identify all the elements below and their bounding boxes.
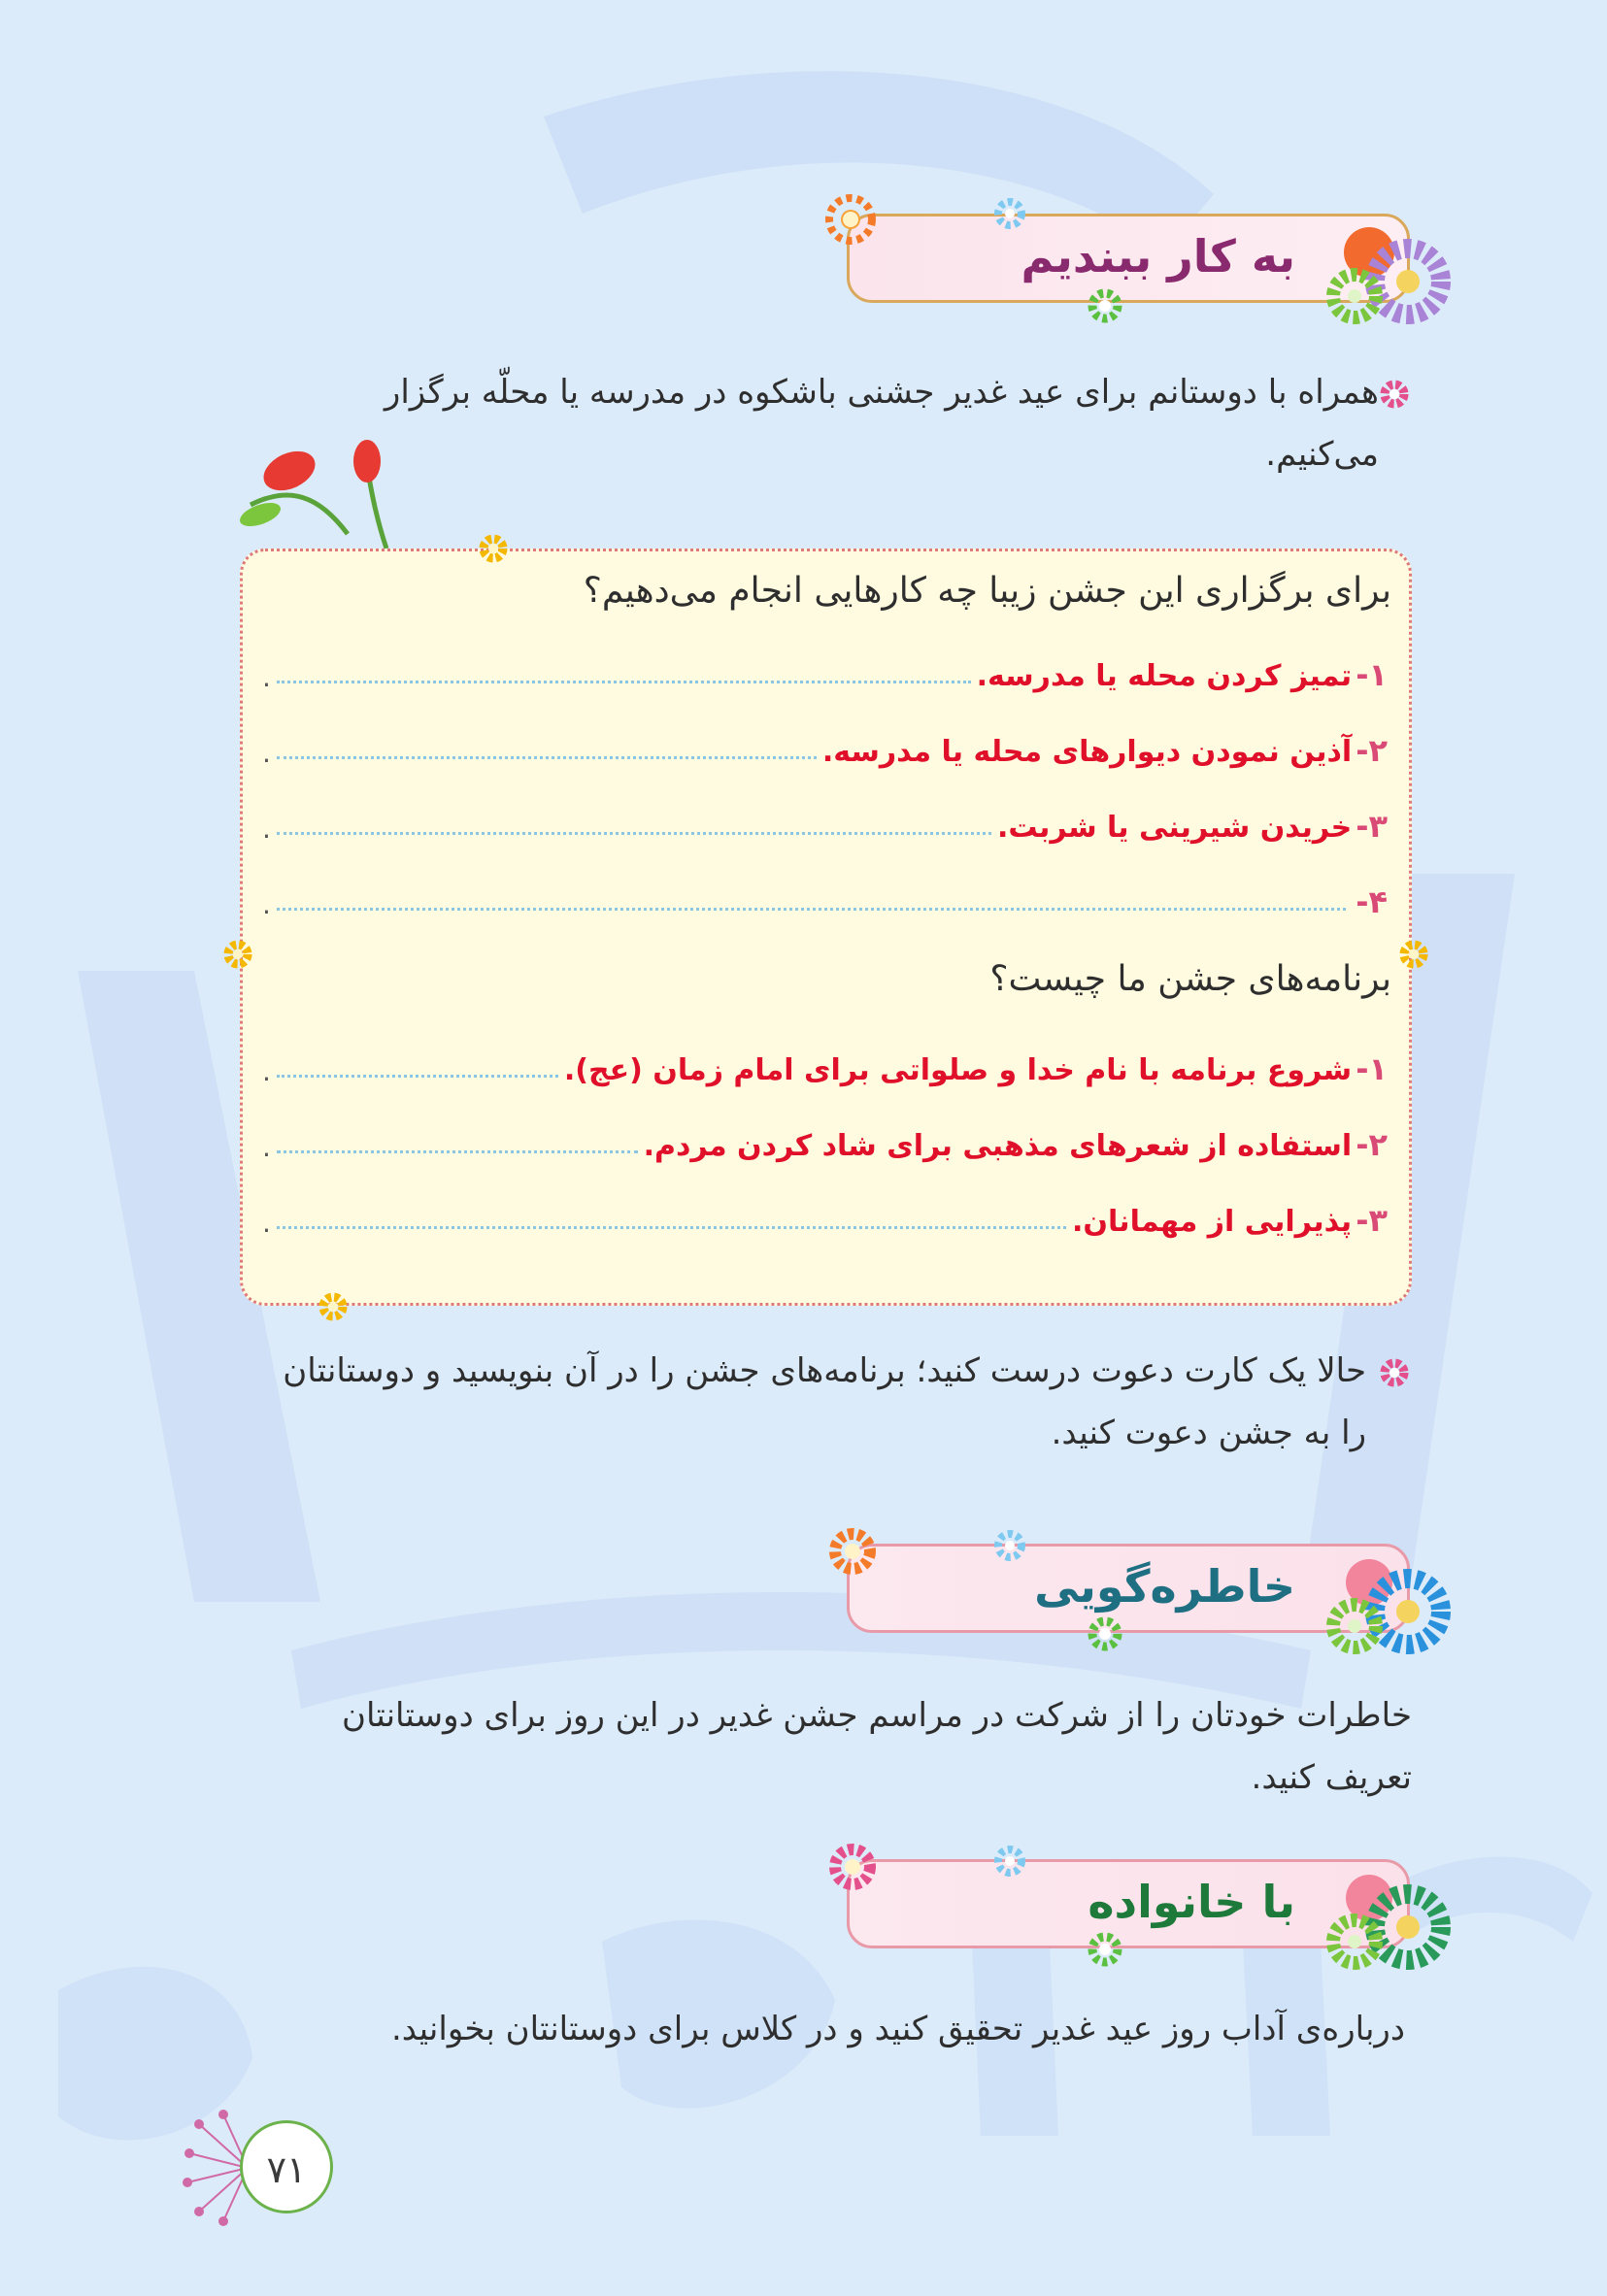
q1-answer-2-text: آذین نمودن دیوارهای محله یا مدرسه. <box>821 735 1353 769</box>
memory-line-1: خاطرات خودتان را از شرکت در مراسم جشن غدیر در این روز برای دوستانتان <box>342 1696 1412 1735</box>
section-title-family: با خانواده <box>1088 1876 1295 1928</box>
line-end-dot: . <box>262 661 271 693</box>
section-title-apply: به کار ببندیم <box>1021 230 1295 283</box>
question-1-title: برای برگزاری این جشن زیبا چه کارهایی انجام می‌دهیم؟ <box>583 571 1391 611</box>
activity-box <box>240 549 1412 1306</box>
q1-answer-1-text: تمیز کردن محله یا مدرسه. <box>976 659 1353 693</box>
q1-answer-1 <box>262 650 1388 693</box>
dotted-line <box>277 681 971 683</box>
tulip-decoration-icon <box>231 427 406 553</box>
dotted-line <box>277 756 817 759</box>
blue-flower-icon <box>990 1842 1029 1880</box>
invite-paragraph <box>240 1340 1366 1464</box>
flower-bouquet-icon <box>1316 1864 1452 1980</box>
page-number: ۷۱ <box>240 2120 333 2213</box>
dotted-line <box>277 1075 558 1078</box>
q1-answer-4[interactable] <box>262 878 1388 920</box>
yellow-flower-icon <box>220 937 255 972</box>
flower-bouquet-icon <box>1316 218 1452 335</box>
q2-answer-1-text: شروع برنامه با نام خدا و صلواتی برای امام زمان (عج). <box>563 1053 1353 1087</box>
q1-answer-3-num: ۳- <box>1356 808 1388 845</box>
q2-answer-3-num: ۳- <box>1356 1202 1388 1239</box>
flower-decoration-icon <box>823 192 979 328</box>
pink-flower-icon <box>823 1838 882 1896</box>
q2-answer-2-text: استفاده از شعرهای مذهبی برای شاد کردن مردم. <box>643 1129 1353 1163</box>
question-2-title: برنامه‌های جشن ما چیست؟ <box>989 959 1391 999</box>
invite-line-2: را به جشن دعوت کنید. <box>1051 1414 1366 1452</box>
line-end-dot: . <box>262 1055 271 1087</box>
orange-flower-icon <box>823 1522 882 1581</box>
memory-line-2: تعریف کنید. <box>1251 1758 1412 1797</box>
line-end-dot: . <box>262 1207 271 1239</box>
q1-answer-3-text: خریدن شیرینی یا شربت. <box>996 811 1353 845</box>
blue-flower-icon <box>990 194 1029 233</box>
flower-bouquet-icon <box>1316 1548 1452 1665</box>
pink-bullet-flower-icon <box>1377 377 1412 412</box>
dotted-line <box>277 908 1346 911</box>
q1-answer-3 <box>262 802 1388 845</box>
q2-answer-1-num: ۱- <box>1356 1050 1388 1087</box>
green-flower-icon <box>1083 1612 1127 1656</box>
green-flower-icon <box>1083 283 1127 328</box>
line-end-dot: . <box>262 1131 271 1163</box>
q1-answer-1-num: ۱- <box>1356 656 1388 693</box>
q2-answer-3 <box>262 1196 1388 1239</box>
family-paragraph <box>240 1998 1405 2060</box>
family-line-1: درباره‌ی آداب روز عید غدیر تحقیق کنید و در کلاس برای دوستانتان بخوانید. <box>391 2010 1405 2048</box>
memory-paragraph <box>240 1684 1412 1809</box>
yellow-flower-icon <box>316 1289 351 1324</box>
q2-answer-2-num: ۲- <box>1356 1126 1388 1163</box>
q2-answer-2 <box>262 1120 1388 1163</box>
q1-answer-2-num: ۲- <box>1356 732 1388 769</box>
intro-line-2: می‌کنیم. <box>1265 435 1379 474</box>
dotted-line <box>277 1226 1066 1229</box>
dotted-line <box>277 832 991 835</box>
blue-flower-icon <box>990 1526 1029 1565</box>
invite-line-1: حالا یک کارت دعوت درست کنید؛ برنامه‌های جشن را در آن بنویسید و دوستانتان <box>283 1351 1366 1390</box>
section-title-memory: خاطره‌گویی <box>1034 1560 1295 1613</box>
line-end-dot: . <box>262 737 271 769</box>
q1-answer-4-num: ۴- <box>1356 883 1388 920</box>
intro-line-1: همراه با دوستانم برای عید غدیر جشنی باشکوه در مدرسه یا محلّه برگزار <box>384 373 1379 412</box>
line-end-dot: . <box>262 813 271 845</box>
intro-paragraph <box>240 361 1379 485</box>
yellow-flower-icon <box>1396 937 1431 972</box>
yellow-flower-icon <box>476 531 511 566</box>
q2-answer-1 <box>262 1045 1388 1087</box>
q1-answer-2 <box>262 726 1388 769</box>
line-end-dot: . <box>262 888 271 920</box>
dotted-line <box>277 1150 638 1153</box>
pink-bullet-flower-icon <box>1377 1355 1412 1390</box>
q2-answer-3-text: پذیرایی از مهمانان. <box>1072 1205 1353 1239</box>
green-flower-icon <box>1083 1927 1127 1972</box>
